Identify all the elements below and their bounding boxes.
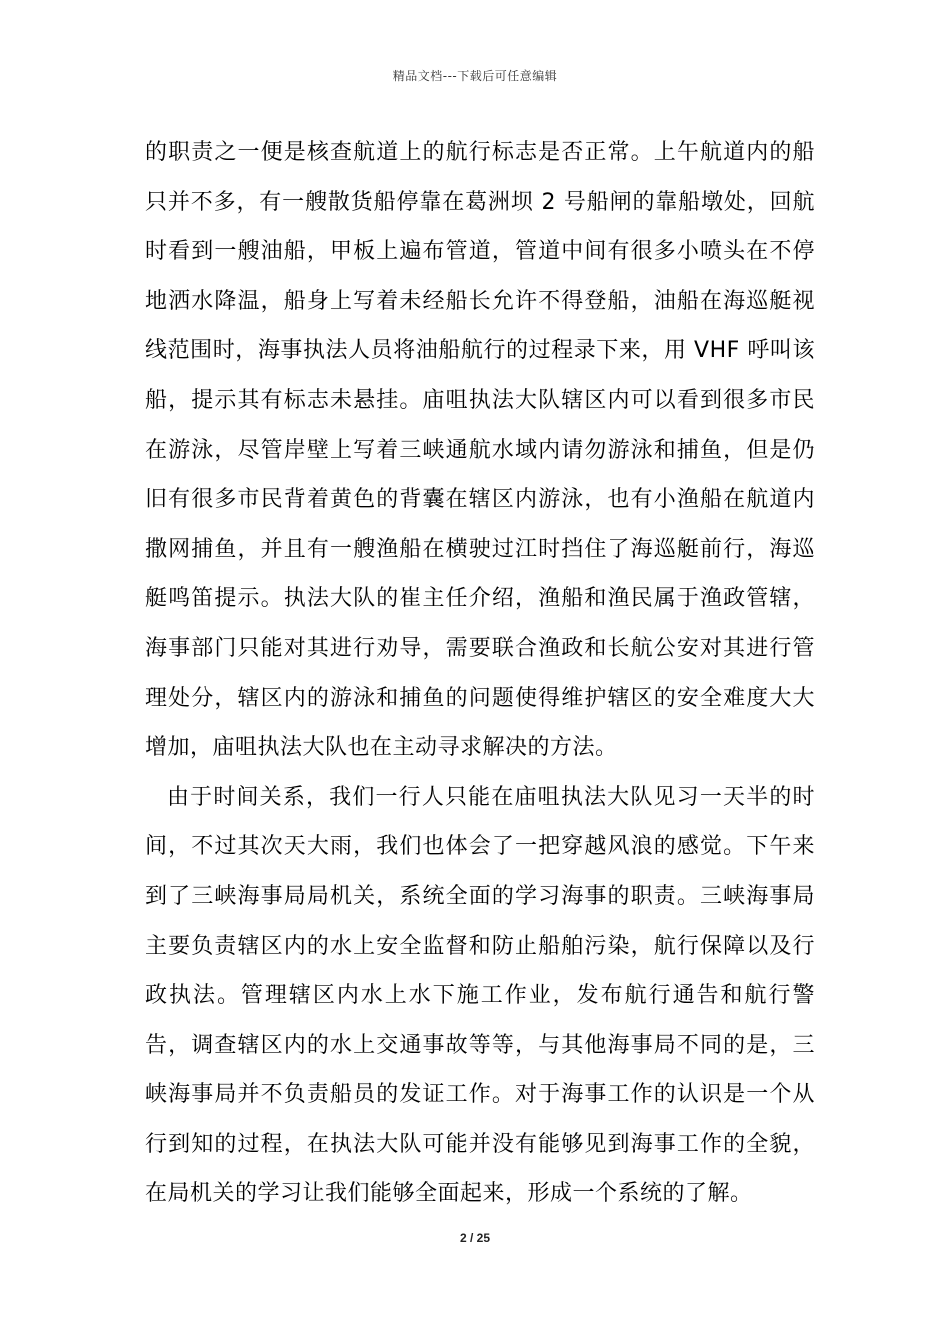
- document-body: [145, 128, 815, 1219]
- body-paragraph-1: 的职责之一便是核查航道上的航行标志是否正常。上午航道内的船只并不多，有一艘散货船停靠在葛洲坝 2 号船闸的靠船墩处，回航时看到一艘油船，甲板上遍布管道，管道中间有很多小喷头在不停地洒水降温，船身上写着未经船长允许不得登船，油船在海巡艇视线范围时，海事执法人员将油船航行的过程录下来，用 VHF 呼叫该船，提示其有标志未悬挂。庙咀执法大队辖区内可以看到很多市民在游泳，尽管岸壁上写着三峡通航水域内请勿游泳和捕鱼，但是仍旧有很多市民背着黄色的背囊在辖区内游泳，也有小渔船在航道内撒网捕鱼，并且有一艘渔船在横驶过江时挡住了海巡艇前行，海巡艇鸣笛提示。执法大队的崔主任介绍，渔船和渔民属于渔政管辖，海事部门只能对其进行劝导，需要联合渔政和长航公安对其进行管理处分，辖区内的游泳和捕鱼的问题使得维护辖区的安全难度大大增加，庙咀执法大队也在主动寻求解决的方法。: [145, 140, 815, 761]
- body-paragraph-2: 由于时间关系，我们一行人只能在庙咀执法大队见习一天半的时间，不过其次天大雨，我们也体会了一把穿越风浪的感觉。下午来到了三峡海事局局机关，系统全面的学习海事的职责。三峡海事局主要负责辖区内的水上安全监督和防止船舶污染，航行保障以及行政执法。管理辖区内水上水下施工作业，发布航行通告和航行警告，调查辖区内的水上交通事故等等，与其他海事局不同的是，三峡海事局并不负责船员的发证工作。对于海事工作的认识是一个从行到知的过程，在执法大队可能并没有能够见到海事工作的全貌，在局机关的学习让我们能够全面起来，形成一个系统的了解。: [145, 784, 815, 1207]
- page-header: 精品文档---下载后可任意编辑: [392, 69, 558, 83]
- page-number: 2 / 25: [459, 1231, 491, 1245]
